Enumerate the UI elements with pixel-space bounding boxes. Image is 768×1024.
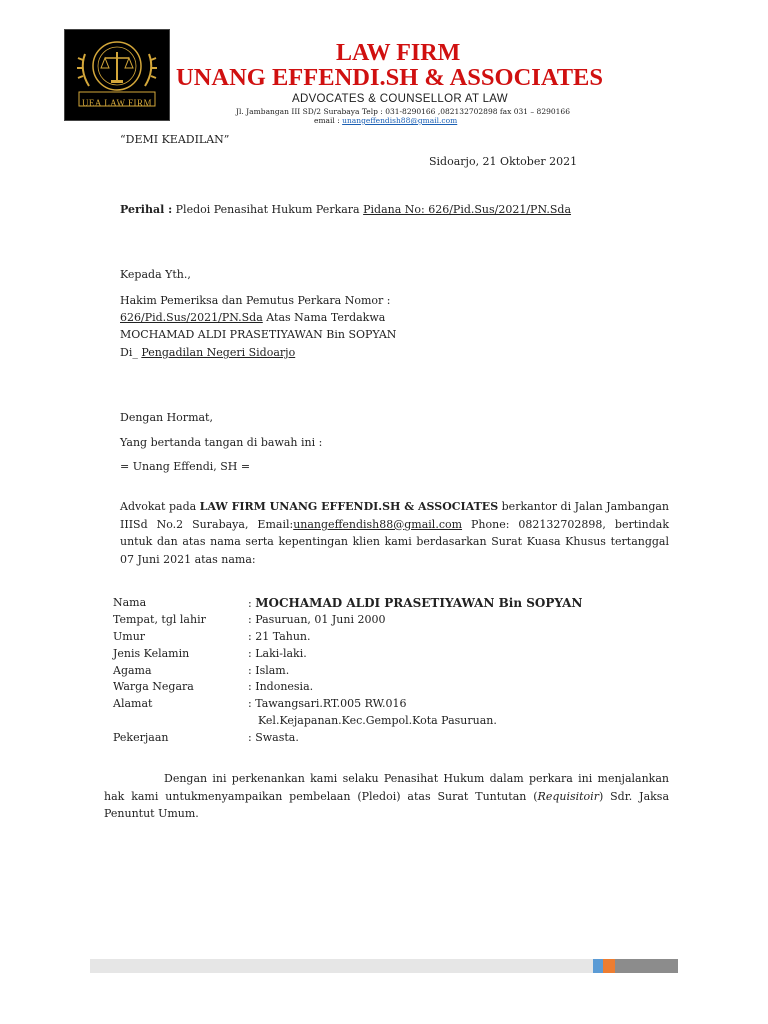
client-label-gender: Jenis Kelamin [113,647,190,660]
client-label-nationality: Warga Negara [113,680,194,693]
para1-firm: LAW FIRM UNANG EFFENDI.SH & ASSOCIATES [199,500,499,513]
client-value-religion [248,664,289,677]
client-age: 21 Tahun. [255,630,311,643]
client-label-religion: Agama [113,664,152,677]
client-value-birth [248,613,385,626]
logo-text: UEA LAW FIRM [81,98,153,108]
para2-italic: Requisitoir [537,789,599,803]
client-religion: Islam. [255,664,290,677]
colon: : [248,664,252,677]
client-value-nationality [248,680,313,693]
client-address-1: Tawangsari.RT.005 RW.016 [255,697,407,710]
subject-text: Pledoi Penasihat Hukum Perkara [172,203,364,216]
client-nationality: Indonesia. [255,680,314,693]
addressee-line1: Hakim Pemeriksa dan Pemutus Perkara Nomor : [120,294,391,307]
footer-accent-gray [615,959,678,973]
client-gender: Laki-laki. [255,647,307,660]
footer-accent-blue [593,959,603,973]
email-label: email : [314,116,343,125]
subject-line [120,203,571,216]
client-birth: Pasuruan, 01 Juni 2000 [255,613,386,626]
client-occupation: Swasta. [255,731,299,744]
para1-email[interactable]: unangeffendish88@gmail.com [293,517,463,531]
addressee-case-number: 626/Pid.Sus/2021/PN.Sda [120,311,263,324]
firm-email-link[interactable]: unangeffendish88@gmail.com [342,116,458,125]
client-label-occupation: Pekerjaan [113,731,169,744]
addressee-label: Kepada Yth., [120,268,191,281]
client-name: MOCHAMAD ALDI PRASETIYAWAN Bin SOPYAN [255,596,583,610]
client-label-address: Alamat [113,697,153,710]
client-value-gender [248,647,307,660]
signed-line: Yang bertanda tangan di bawah ini : [120,436,323,449]
firm-name-line1: LAW FIRM [336,40,461,66]
firm-name-line2: UNANG EFFENDI.SH & ASSOCIATES [176,64,604,91]
motto: “DEMI KEADILAN” [120,133,230,146]
client-value-address-2: Kel.Kejapanan.Kec.Gempol.Kota Pasuruan. [258,714,497,727]
subject-case-number: Pidana No: 626/Pid.Sus/2021/PN.Sda [363,203,572,216]
paragraph-pledoi [104,770,669,823]
client-label-age: Umur [113,630,146,643]
client-label-name: Nama [113,596,147,609]
client-value-address [248,697,407,710]
colon: : [248,630,252,643]
para2-text-a: Dengan ini perkenankan kami selaku Penasihat Hukum dalam perkara ini menjalankan hak kami untukmenyampaikan pembelaan (Pledoi) atas Surat Tuntutan ( [104,772,669,803]
paragraph-advocate [120,498,669,568]
subject-label: Perihal : [120,203,173,216]
colon: : [248,613,252,626]
court-prefix: Di_ [120,346,142,359]
firm-address: Jl. Jambangan III SD/2 Surabaya Telp : 031-8290166 ,082132702898 fax 031 – 8290166 [236,107,570,116]
colon: : [248,647,252,660]
firm-logo [64,29,170,121]
colon: : [248,731,252,744]
footer-bar [90,959,678,973]
firm-email-line [314,116,457,125]
colon: : [248,697,252,710]
para1-text-b: berkantor di Jalan Jambangan IIISd No.2 Surabaya, Email: [120,500,670,531]
client-value-name [248,596,582,610]
client-value-age [248,630,311,643]
client-label-birth: Tempat, tgl lahir [113,613,206,626]
colon: : [248,597,252,610]
client-value-occupation [248,731,299,744]
addressee-line2-rest: Atas Nama Terdakwa [262,311,386,324]
greeting: Dengan Hormat, [120,411,213,424]
place-date: Sidoarjo, 21 Oktober 2021 [429,155,578,168]
firm-tagline: ADVOCATES & COUNSELLOR AT LAW [292,93,508,105]
defendant-name: MOCHAMAD ALDI PRASETIYAWAN Bin SOPYAN [120,328,397,341]
para1-text-c: Phone: 082132702898, bertindak untuk dan atas nama serta kepentingan klien kami berdasarkan Surat Kuasa Khusus tertanggal 07 Juni 2021 atas nama: [120,517,669,566]
footer-accent-orange [603,959,615,973]
court-name: Pengadilan Negeri Sidoarjo [141,346,296,359]
colon: : [248,680,252,693]
signer-name: = Unang Effendi, SH = [120,460,251,473]
court-line [120,346,295,359]
para2-text-b: ) Sdr. Jaksa Penuntut Umum. [104,789,670,820]
addressee-line2 [120,311,385,324]
para1-text-a: Advokat pada [120,500,200,513]
